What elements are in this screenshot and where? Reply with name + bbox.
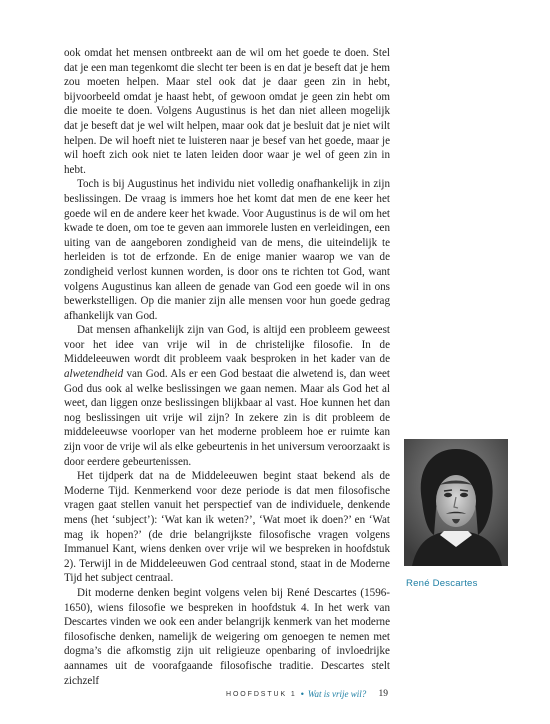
emphasis-alwetendheid: alwetendheid	[64, 368, 124, 381]
figure-caption: René Descartes	[406, 578, 478, 589]
running-chapter: HOOFDSTUK 1	[226, 690, 297, 698]
paragraph-3: Dat mensen afhankelijk zijn van God, is altijd een probleem geweest voor het idee van vrije wil in de christelijke filosofie. In de Middeleeuwen wordt dit probleem vaak besproken in het kader van de alwetendheid van God. Als er een God bestaat die alwetend is, dan weet God dus ook al welke beslissingen we gaan nemen. Maar als God het al weet, dan liggen onze beslissingen blijkbaar al vast. Hoe kunnen het dan nog beslissingen uit vrije wil zijn? In zekere zin is dit probleem de middeleeuwse voorloper van het moderne probleem hoe er ruimte kan zijn voor de vrije wil als elke gebeurtenis in het universum veroorzaakt is door eerdere gebeurtenissen.	[64, 324, 390, 468]
body-text	[64, 46, 390, 688]
page-number: 19	[378, 689, 388, 699]
running-subtitle: Wat is vrije wil?	[307, 689, 367, 699]
descartes-portrait	[404, 439, 508, 566]
paragraph-2: Toch is bij Augustinus het individu niet volledig onafhankelijk in zijn beslissingen. De vraag is immers hoe het komt dat men de ene keer het goede wil en de andere keer het kwade. Voor Augustinus is de wil om het kwade te doen, om toe te geven aan immorele lusten en verleidingen, een uiting van de aangeboren zondigheid van de mens, die uiteindelijk te herleiden is tot de erfzonde. En de enige manier waarop we van de zondigheid verlost kunnen worden, is door ons te richten tot God, want volgens Augustinus kan alleen de genade van God een goede wil in ons bewerkstelligen. Op die manier zijn alle mensen voor hun goede gedrag afhankelijk van God.	[64, 178, 390, 322]
paragraph-5: Dit moderne denken begint volgens velen bij René Descartes (1596-1650), wiens filosofie we bespreken in hoofdstuk 4. In het werk van Descartes vinden we ook een ander belangrijk kenmerk van het moderne filosofische denken, namelijk de weigering om genoegen te nemen met dogma’s die afkomstig zijn uit religieuze openbaring of invloedrijke aannames uit de voorafgaande filosofische traditie. Descartes stelt zichzelf	[64, 586, 390, 687]
paragraph-4: Het tijdperk dat na de Middeleeuwen begint staat bekend als de Moderne Tijd. Kenmerkend voor deze periode is dat men filosofische vragen gaat stellen vanuit het perspectief van de individuele, denkende mens (het ‘subject’): ‘Wat kan ik weten?’, ‘Wat moet ik doen?’ en ‘Wat mag ik hopen?’ (de drie belangrijkste filosofische vragen volgens Immanuel Kant, wiens denken over vrije wil we bespreken in hoofdstuk 2). Terwijl in de Middeleeuwen God centraal stond, staat in de Moderne Tijd het subject centraal.	[64, 470, 390, 585]
footer-separator: •	[300, 689, 304, 699]
paragraph-1: ook omdat het mensen ontbreekt aan de wil om het goede te doen. Stel dat je een man tegenkomt die slecht ter been is en dat je beseft dat je hem zou moeten helpen. Maar stel ook dat je daar geen zin in hebt, bijvoorbeeld omdat je haast hebt, of gewoon omdat je geen zin hebt om die moeite te doen. Volgens Augustinus is het dan niet alleen mogelijk dat je beseft dat je wel wilt helpen, maar ook dat je besluit dat je niet wilt helpen. De wil hoeft niet te luisteren naar je besef van het goede, maar je wil hoeft zich ook niet te laten leiden door waar je wel of geen zin in hebt.	[64, 47, 390, 176]
page-footer	[226, 689, 388, 699]
